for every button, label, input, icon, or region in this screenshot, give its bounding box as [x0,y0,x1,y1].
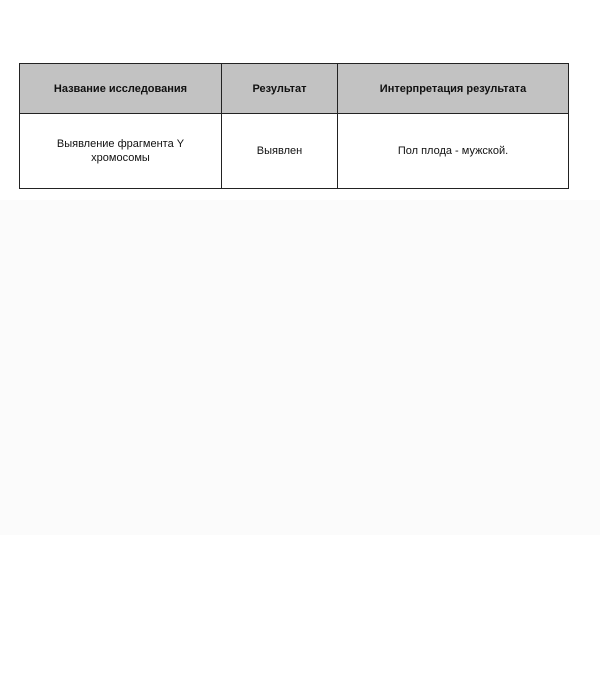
table-header [20,64,569,114]
header-test-name: Название исследования [20,64,222,114]
header-row [20,64,569,114]
table-row [20,114,569,189]
test-name-text: Выявление фрагмента Y хромосомы [56,138,185,164]
cell-result [222,114,338,189]
header-result: Результат [222,64,338,114]
interpretation-text: Пол плода - мужской. [397,145,509,157]
table-body [20,114,569,189]
results-table [19,63,569,189]
cell-test-name [20,114,222,189]
cell-interpretation [338,114,569,189]
header-interpretation: Интерпретация результата [338,64,569,114]
result-text: Выявлен [256,145,303,157]
